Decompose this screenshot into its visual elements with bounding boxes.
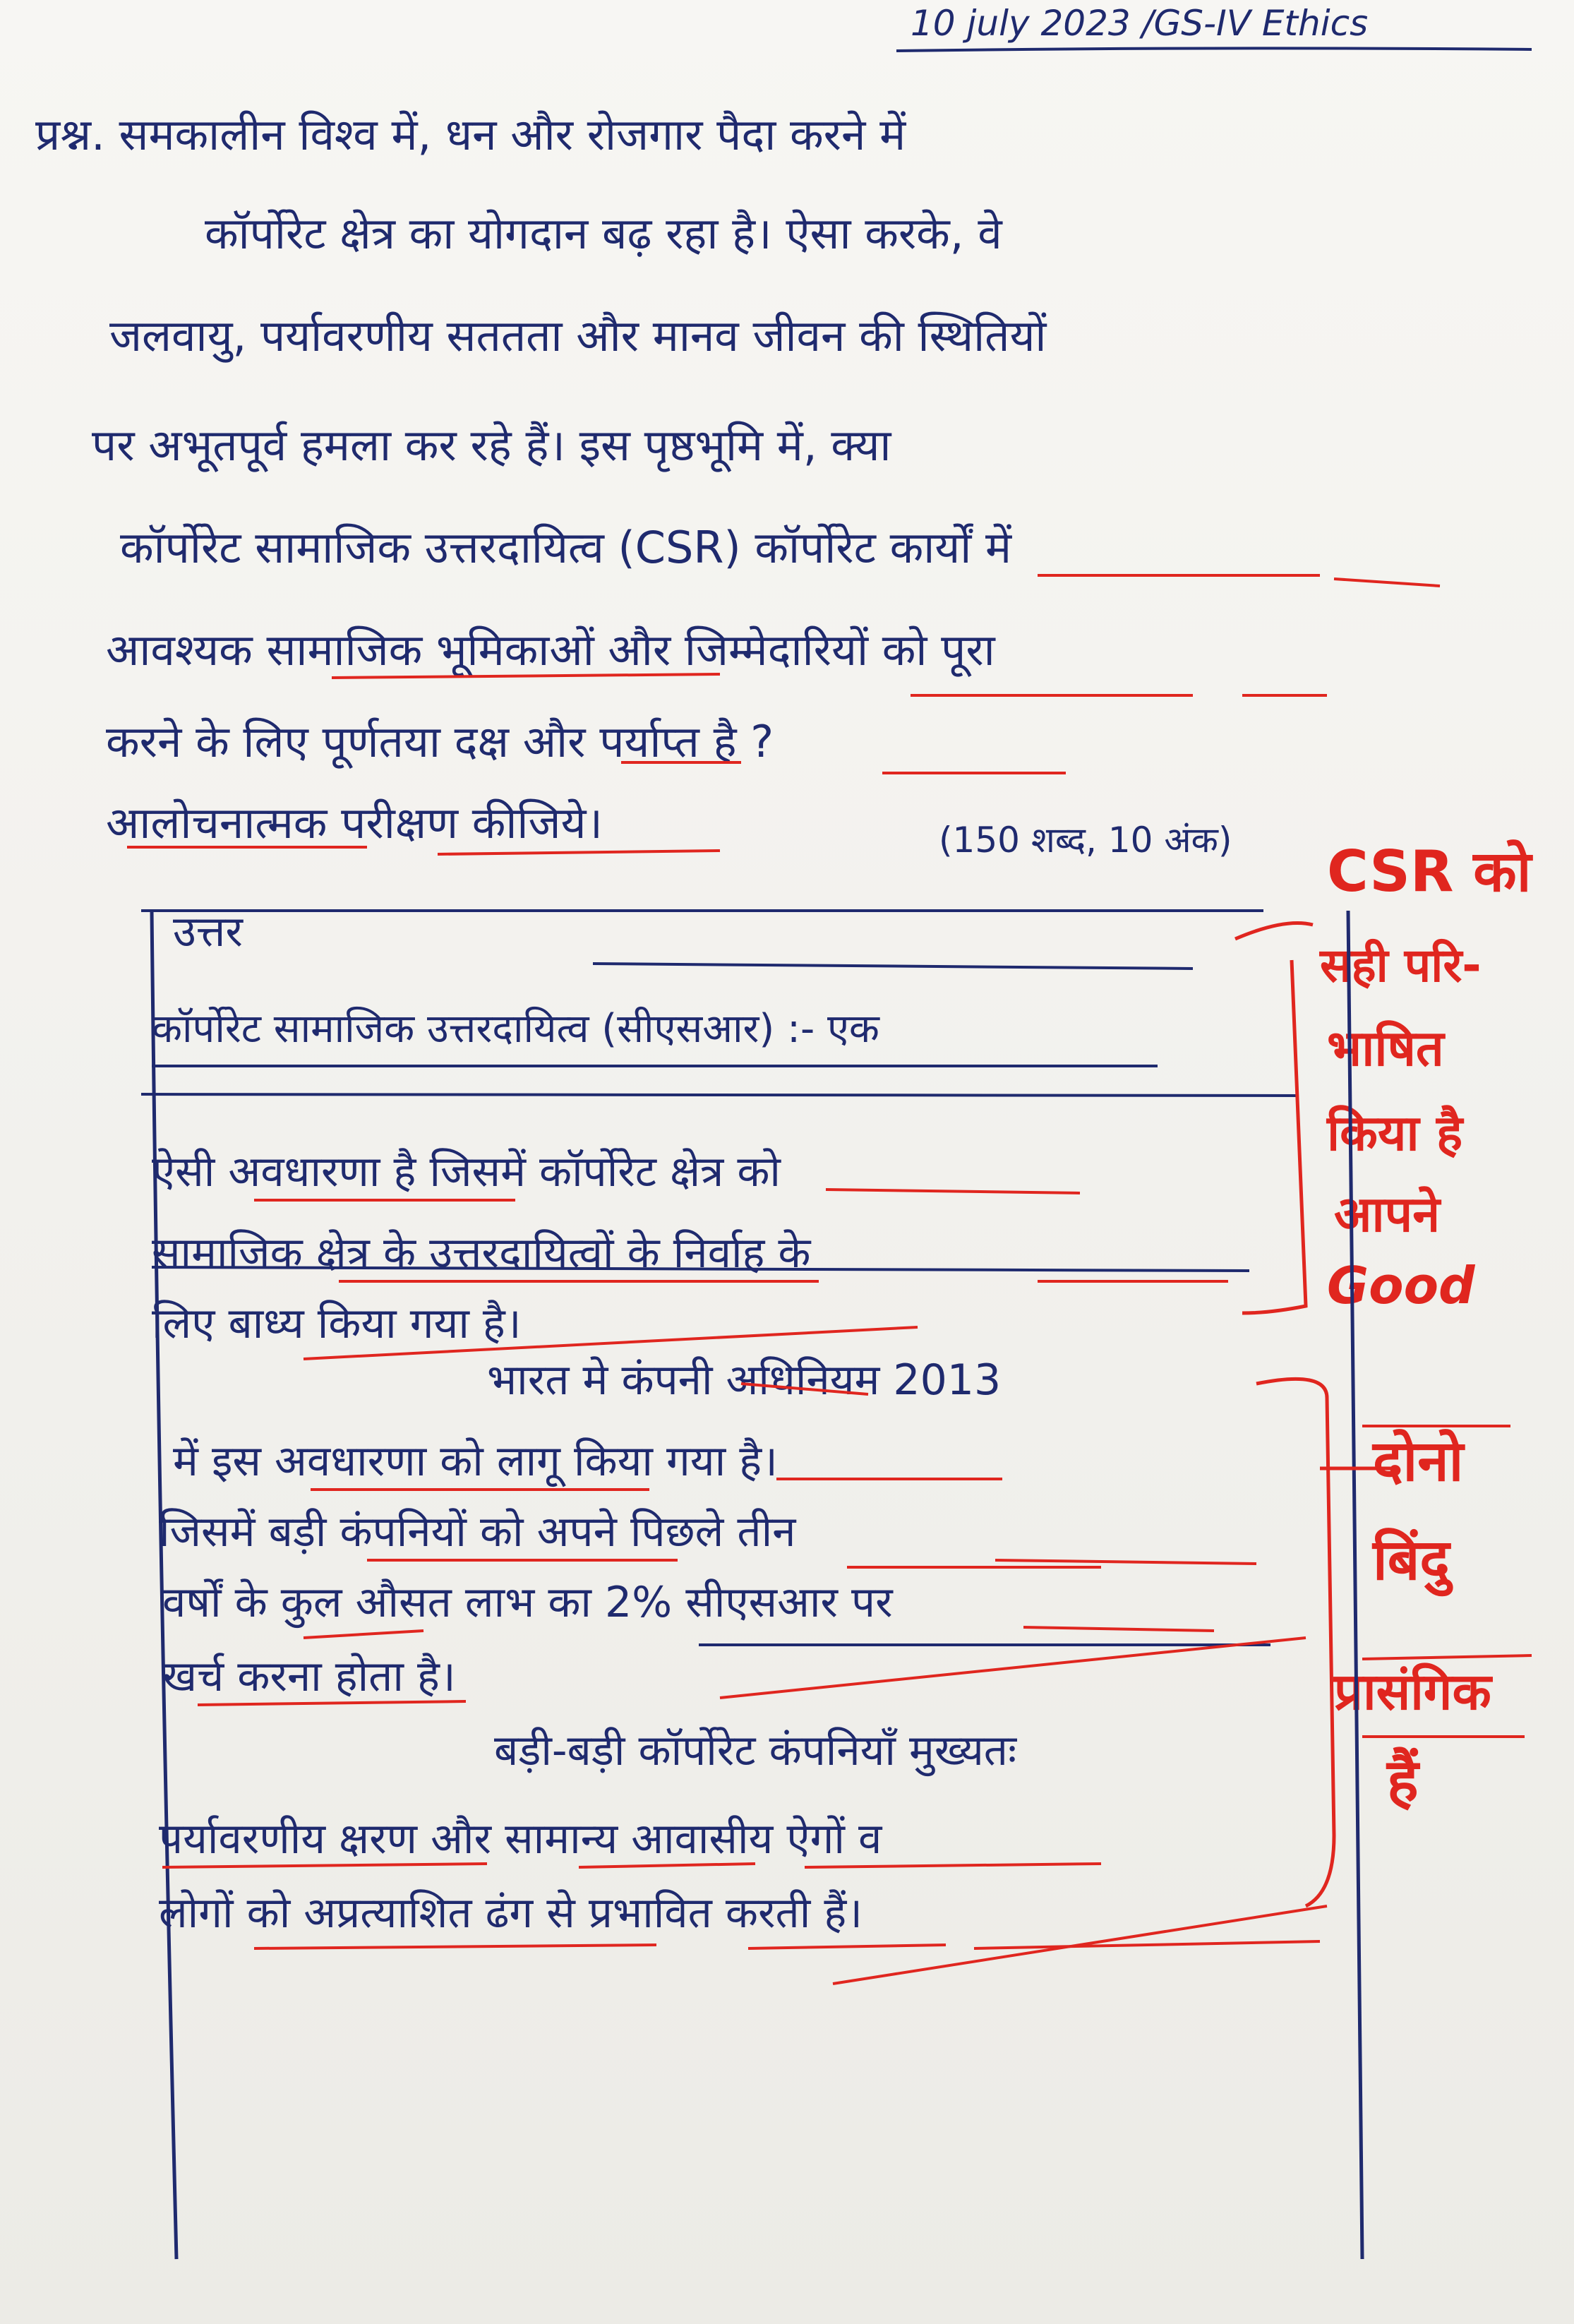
answer-line: लोगों को अप्रत्याशित ढंग से प्रभावित करती हैं। xyxy=(159,1888,863,1938)
answer-heading: उत्तर xyxy=(173,907,243,957)
answer-line: भारत मे कंपनी अधिनियम 2013 xyxy=(487,1355,1002,1405)
remark-line: भाषित xyxy=(1327,1019,1444,1077)
question-line: जलवायु, पर्यावरणीय सततता और मानव जीवन की स्थितियों xyxy=(109,310,1047,361)
date-subject-tag: 10 july 2023 /GS-IV Ethics xyxy=(911,3,1369,44)
answer-line: खर्च करना होता है। xyxy=(162,1652,456,1701)
question-line: पर अभूतपूर्व हमला कर रहे हैं। इस पृष्ठभूमि में, क्या xyxy=(92,419,891,471)
remark-line: Good xyxy=(1327,1256,1475,1315)
answer-line: में इस अवधारणा को लागू किया गया है। xyxy=(173,1437,778,1486)
remark-line: दोनो xyxy=(1373,1428,1464,1494)
answer-line: बड़ी-बड़ी कॉर्पोरेट कंपनियाँ मुख्यतः xyxy=(494,1726,1017,1775)
remark-line: हैं xyxy=(1387,1746,1419,1815)
remark-line: प्रासंगिक xyxy=(1334,1662,1491,1721)
question-line: करने के लिए पूर्णतया दक्ष और पर्याप्त है ? xyxy=(106,716,774,767)
remark-line: बिंदु xyxy=(1373,1527,1450,1593)
remark-line: आपने xyxy=(1334,1185,1441,1243)
remark-line: किया है xyxy=(1327,1104,1463,1162)
question-line: कॉर्पोरेट क्षेत्र का योगदान बढ़ रहा है। ऐसा करके, वे xyxy=(205,208,1002,259)
answer-line: लिए बाध्य किया गया है। xyxy=(152,1299,522,1348)
answer-line: जिसमें बड़ी कंपनियों को अपने पिछले तीन xyxy=(159,1507,796,1557)
question-marks: (150 शब्द, 10 अंक) xyxy=(939,820,1232,861)
answer-line: कॉर्पोरेट सामाजिक उत्तरदायित्व (सीएसआर) :- एक xyxy=(152,1006,879,1052)
question-line: प्रश्न. समकालीन विश्व में, धन और रोजगार पैदा करने में xyxy=(35,109,906,160)
remark-line: CSR को xyxy=(1327,839,1532,904)
answer-line: वर्षों के कुल औसत लाभ का 2% सीएसआर पर xyxy=(162,1578,893,1627)
answer-line: ऐसी अवधारणा है जिसमें कॉर्पोरेट क्षेत्र को xyxy=(152,1147,781,1197)
remark-line: सही परि- xyxy=(1320,938,1482,993)
answer-line: सामाजिक क्षेत्र के उत्तरदायित्वों के निर्वाह के xyxy=(152,1228,811,1278)
question-line: आलोचनात्मक परीक्षण कीजिये। xyxy=(106,797,603,849)
answer-line: पर्यावरणीय क्षरण और सामान्य आवासीय ऐगों व xyxy=(159,1814,882,1864)
question-line: कॉर्पोरेट सामाजिक उत्तरदायित्व (CSR) कॉर्पोरेट कार्यों में xyxy=(120,522,1012,573)
question-line: आवश्यक सामाजिक भूमिकाओं और जिम्मेदारियों को पूरा xyxy=(106,624,995,676)
